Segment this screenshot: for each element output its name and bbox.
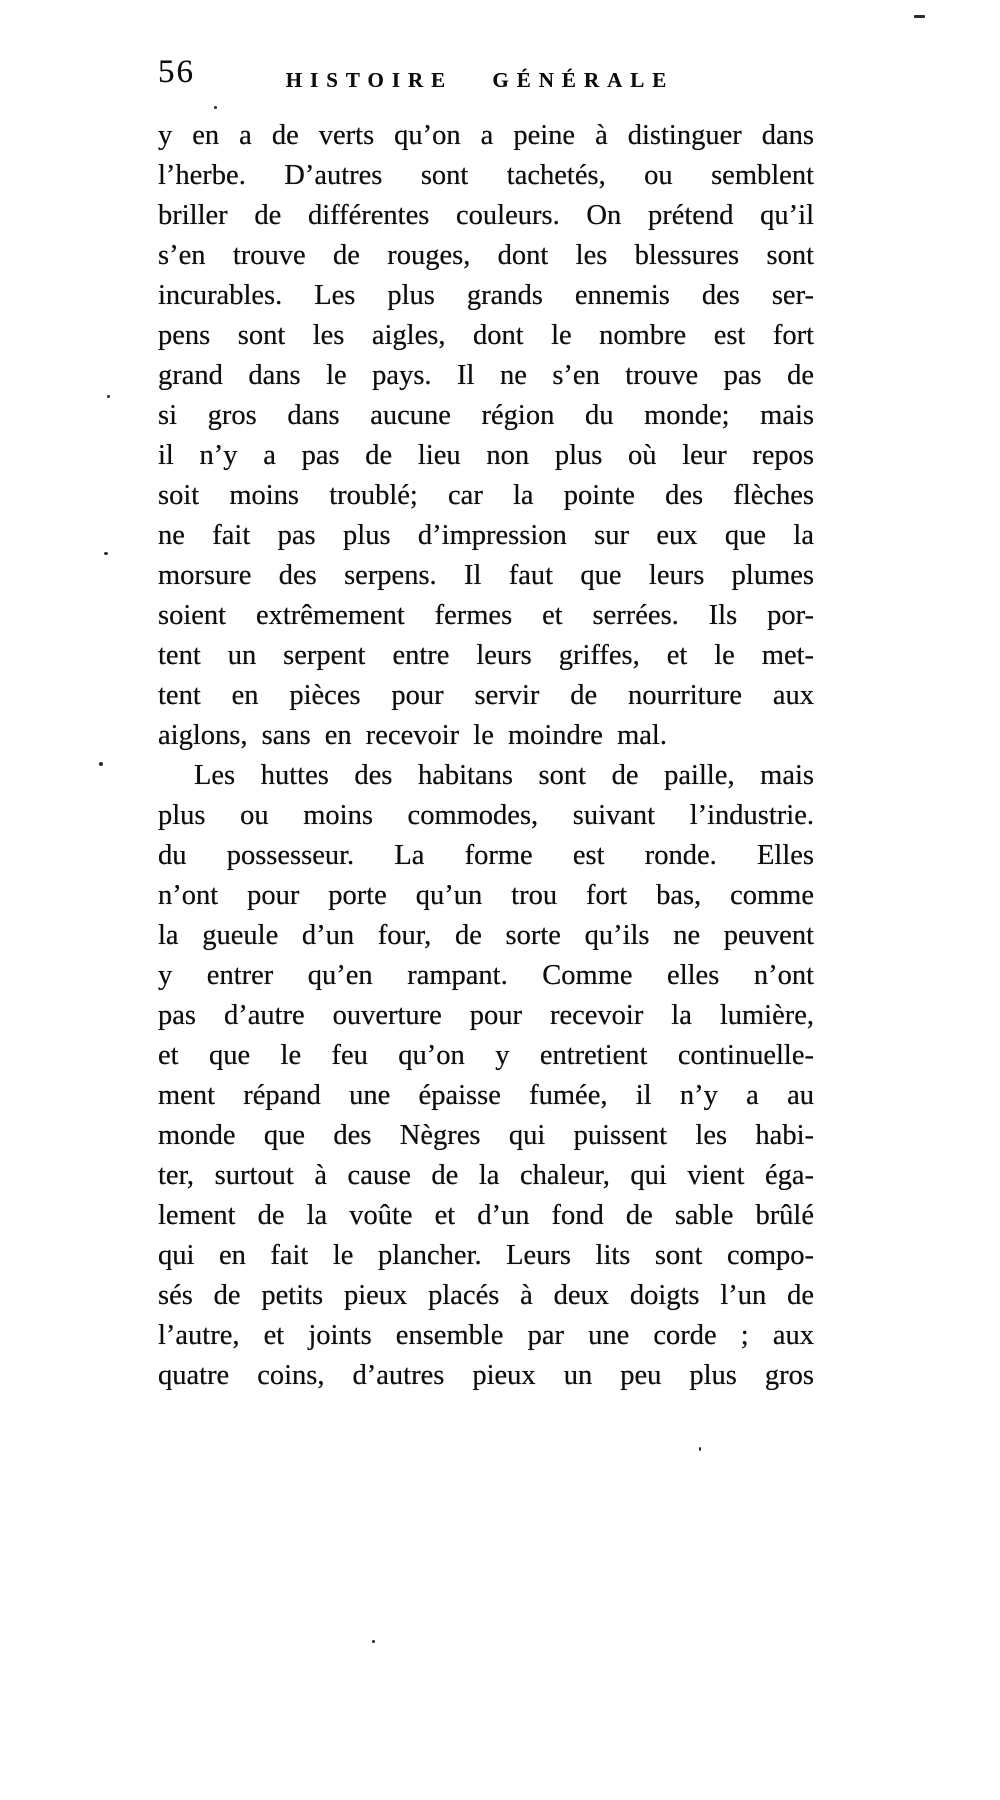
text-line: soient extrêmement fermes et serrées. Ils por- — [158, 600, 814, 631]
text-line: briller de différentes couleurs. On prétend qu’il — [158, 200, 814, 231]
text-line: morsure des serpens. Il faut que leurs plumes — [158, 560, 814, 591]
page-number: 56 — [158, 54, 195, 90]
text-line: soit moins troublé; car la pointe des flèches — [158, 480, 814, 511]
text-line: s’en trouve de rouges, dont les blessures sont — [158, 240, 814, 271]
text-line: monde que des Nègres qui puissent les habi- — [158, 1120, 814, 1151]
text-line: la gueule d’un four, de sorte qu’ils ne peuvent — [158, 920, 814, 951]
text-line: ne fait pas plus d’impression sur eux que la — [158, 520, 814, 551]
scan-speck — [699, 1447, 701, 1451]
text-line-paragraph-end: aiglons, sans en recevoir le moindre mal. — [158, 720, 667, 751]
text-line: tent un serpent entre leurs griffes, et le met- — [158, 640, 814, 671]
text-line: y en a de verts qu’on a peine à distinguer dans — [158, 120, 814, 151]
text-line-paragraph-start: Les huttes des habitans sont de paille, mais — [194, 760, 814, 791]
text-line: n’ont pour porte qu’un trou fort bas, comme — [158, 880, 814, 911]
text-line: tent en pièces pour servir de nourriture aux — [158, 680, 814, 711]
text-line: y entrer qu’en rampant. Comme elles n’ont — [158, 960, 814, 991]
text-line: si gros dans aucune région du monde; mais — [158, 400, 814, 431]
text-line: plus ou moins commodes, suivant l’industrie. — [158, 800, 814, 831]
text-line: ter, surtout à cause de la chaleur, qui vient éga- — [158, 1160, 814, 1191]
text-line: grand dans le pays. Il ne s’en trouve pas de — [158, 360, 814, 391]
text-line: incurables. Les plus grands ennemis des ser- — [158, 280, 814, 311]
scan-speck — [372, 1640, 375, 1643]
scan-speck — [99, 762, 103, 766]
text-line: qui en fait le plancher. Leurs lits sont compo- — [158, 1240, 814, 1271]
scan-speck — [104, 552, 108, 555]
scan-speck — [914, 15, 925, 18]
text-line: du possesseur. La forme est ronde. Elles — [158, 840, 814, 871]
text-line: ment répand une épaisse fumée, il n’y a au — [158, 1080, 814, 1111]
scan-speck — [214, 106, 217, 109]
running-title: HISTOIRE GÉNÉRALE — [285, 68, 675, 92]
text-line: sés de petits pieux placés à deux doigts l’un de — [158, 1280, 814, 1311]
text-line: lement de la voûte et d’un fond de sable brûlé — [158, 1200, 814, 1231]
text-line: l’herbe. D’autres sont tachetés, ou semblent — [158, 160, 814, 191]
text-line: pens sont les aigles, dont le nombre est fort — [158, 320, 814, 351]
text-line: il n’y a pas de lieu non plus où leur repos — [158, 440, 814, 471]
text-line: pas d’autre ouverture pour recevoir la lumière, — [158, 1000, 814, 1031]
scan-speck — [107, 395, 110, 398]
text-line: quatre coins, d’autres pieux un peu plus gros — [158, 1360, 814, 1391]
text-line: et que le feu qu’on y entretient continuelle- — [158, 1040, 814, 1071]
body-text — [158, 116, 814, 1396]
text-line: l’autre, et joints ensemble par une corde ; aux — [158, 1320, 814, 1351]
